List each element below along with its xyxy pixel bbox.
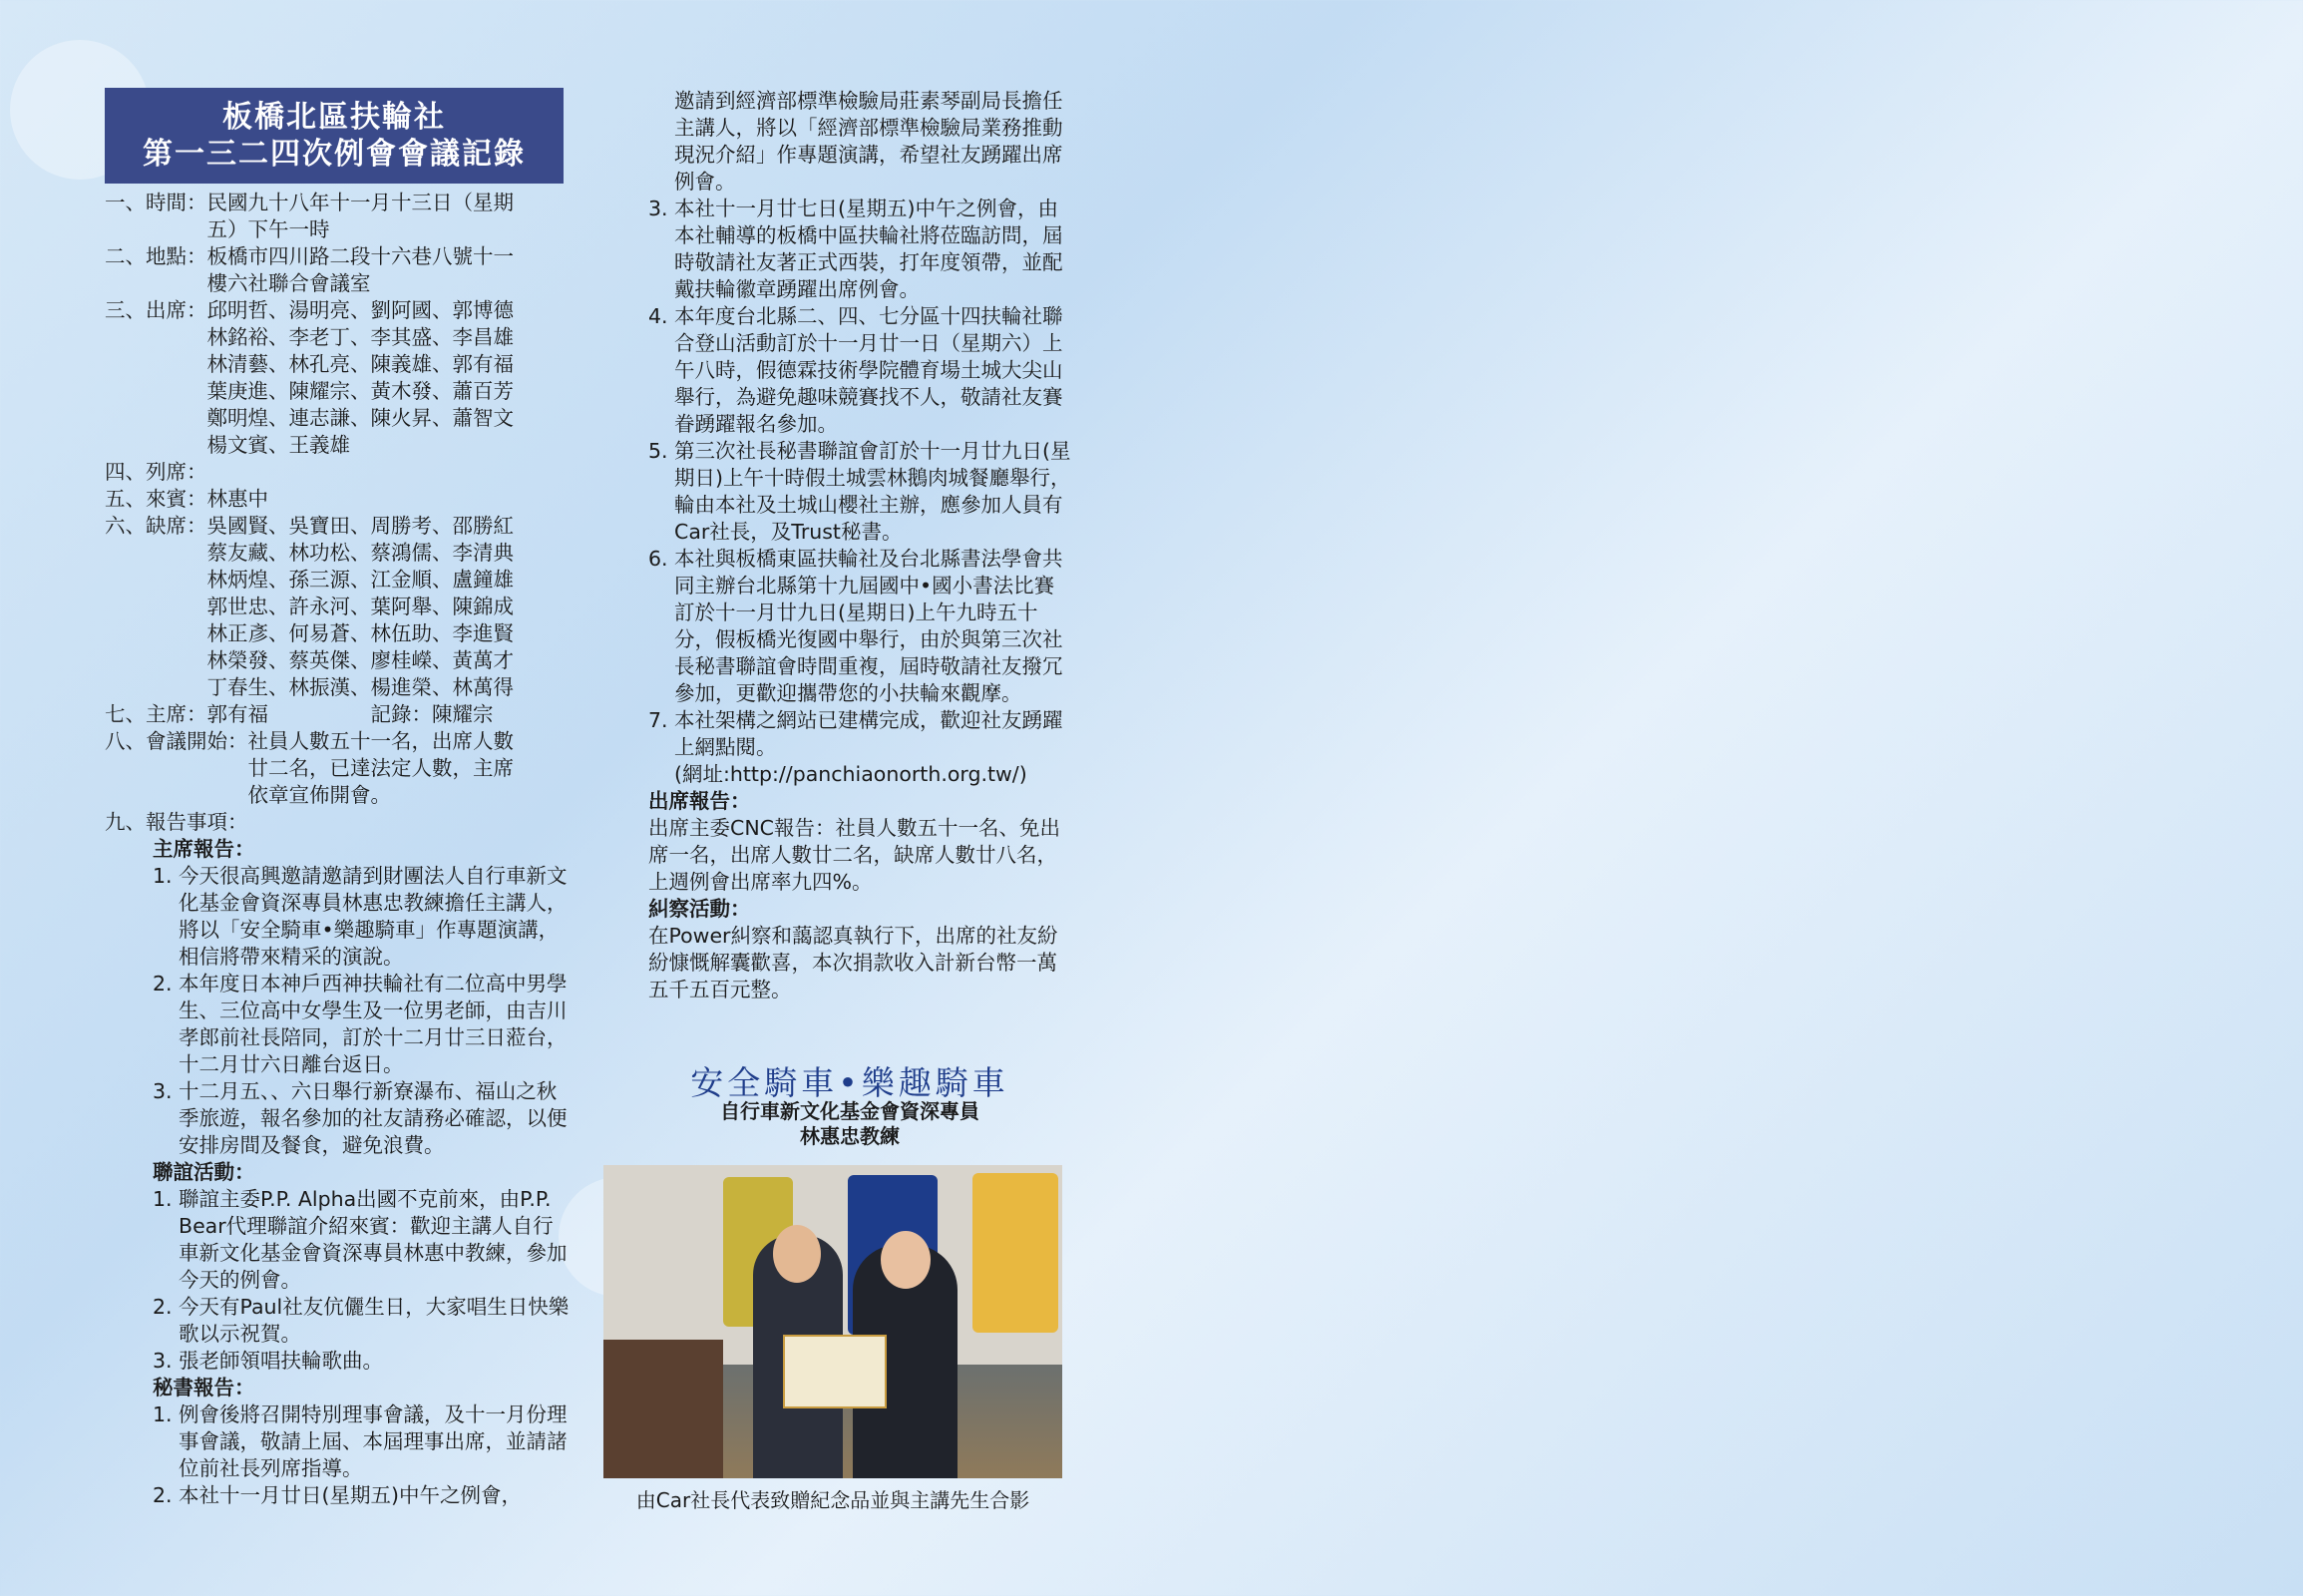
minutes-section <box>105 728 574 809</box>
website-url: (網址:http://panchiaonorth.org.tw/) <box>674 762 1027 786</box>
section-label: 八、會議開始： <box>105 729 248 753</box>
section-line: 蔡友藏、林功松、蔡鴻儒、李清典 <box>206 541 514 565</box>
report-item <box>648 196 1072 303</box>
sergeant-text: 在Power糾察和藹認真執行下，出席的社友紛紛慷慨解囊歡喜，本次捐款收入計新台幣一萬五千五百元整。 <box>648 924 1058 1001</box>
section-label: 三、出席： <box>105 298 207 322</box>
minutes-section <box>105 459 574 486</box>
section-body <box>207 243 575 297</box>
report-item <box>153 863 574 971</box>
item-text: 張老師領唱扶輪歌曲。 <box>179 1349 383 1373</box>
section-label: 六、缺席： <box>105 514 207 538</box>
item-text: 本社十一月廿七日(星期五)中午之例會，由本社輔導的板橋中區扶輪社將莅臨訪問，屆時敬請社友著正式西裝，打年度領帶，並配戴扶輪徽章踴躍出席例會。 <box>674 197 1063 301</box>
item-text: 第三次社長秘書聯誼會訂於十一月廿九日(星期日)上午十時假土城雲林鵝肉城餐廳舉行，輪由本社及土城山櫻社主辦，應參加人員有Car社長，及Trust秘書。 <box>674 439 1071 544</box>
section-line: 葉庚進、陳耀宗、黃木發、蕭百芳 <box>206 379 514 403</box>
item-number: 1. <box>153 1187 173 1211</box>
item-number: 4. <box>648 304 668 328</box>
section-line: 林惠中 <box>206 487 268 511</box>
item-text: 本年度日本神戶西神扶輪社有二位高中男學生、三位高中女學生及一位男老師，由吉川孝郎前社長陪同，訂於十二月廿三日蒞台，十二月廿六日離台返日。 <box>179 972 568 1076</box>
slogan: 安全騎車•樂趣騎車 <box>690 1063 1009 1102</box>
item-number: 2. <box>153 1483 173 1507</box>
report-item <box>648 438 1072 546</box>
minutes-section <box>105 297 574 459</box>
section-label: 二、地點： <box>105 244 207 268</box>
item-text: 本社與板橋東區扶輪社及台北縣書法學會共同主辦台北縣第十九屆國中•國小書法比賽訂於十一月廿九日(星期日)上午九時五十分，假板橋光復國中舉行，由於與第三次社長秘書聯誼會時間重複，屆時敬請社友撥冗參加，更歡迎攜帶您的小扶輪來觀摩。 <box>674 547 1063 705</box>
report-item <box>153 1348 574 1375</box>
sergeant-heading: 糾察活動： <box>648 897 751 921</box>
speaker-org: 自行車新文化基金會資深專員 <box>720 1099 979 1123</box>
minutes-section <box>105 809 574 836</box>
speaker-name: 林惠忠教練 <box>800 1124 900 1148</box>
section-line: 林炳煌、孫三源、江金順、盧鐘雄 <box>206 568 514 592</box>
report-item <box>153 1482 574 1509</box>
right-page <box>1152 0 2303 1596</box>
report-item <box>153 1078 574 1159</box>
report-heading: 主席報告： <box>153 837 255 861</box>
item-text: 今天有Paul社友伉儷生日，大家唱生日快樂歌以示祝賀。 <box>179 1295 570 1346</box>
section-label: 四、列席： <box>105 460 207 484</box>
minutes-title <box>105 88 564 184</box>
section-body <box>207 701 575 728</box>
section-body <box>248 728 575 809</box>
section-line: 廿二名，已達法定人數，主席 <box>247 756 514 780</box>
section-line: 社員人數五十一名，出席人數 <box>247 729 514 753</box>
section-line: 郭有福 記錄：陳耀宗 <box>206 702 494 726</box>
section-line: 林正彥、何易蒼、林伍助、李進賢 <box>206 621 514 645</box>
attendance-text: 出席主委CNC報告：社員人數五十一名、免出席一名，出席人數廿二名，缺席人數廿八名，上週例會出席率九四%。 <box>648 816 1060 894</box>
report-item <box>153 1186 574 1294</box>
continued-text: 邀請到經濟部標準檢驗局莊素琴副局長擔任主講人，將以「經濟部標準檢驗局業務推動現況介紹」作專題演講，希望社友踴躍出席例會。 <box>674 89 1063 194</box>
section-body <box>207 190 575 243</box>
section-line: 民國九十八年十一月十三日（星期 <box>206 191 514 214</box>
section-body <box>248 809 575 836</box>
minutes-section <box>105 243 574 297</box>
item-text: 本社十一月廿日(星期五)中午之例會， <box>179 1483 522 1507</box>
section-line: 板橋市四川路二段十六巷八號十一 <box>206 244 514 268</box>
item-number: 1. <box>153 1402 173 1426</box>
item-number: 2. <box>153 972 173 996</box>
section-body <box>207 459 575 486</box>
report-item <box>153 971 574 1078</box>
section-line: 丁春生、林振漢、楊進榮、林萬得 <box>206 675 514 699</box>
speaker-credit <box>650 1099 1049 1149</box>
section-line: 郭世忠、許永河、葉阿舉、陳錦成 <box>206 595 514 618</box>
item-number: 7. <box>648 708 668 732</box>
item-number: 3. <box>648 197 668 220</box>
item-text: 今天很高興邀請邀請到財團法人自行車新文化基金會資深專員林惠忠教練擔任主講人，將以「安全騎車•樂趣騎車」作專題演講，相信將帶來精采的演說。 <box>179 864 568 969</box>
report-item <box>648 546 1072 707</box>
section-body <box>207 297 575 459</box>
section-line: 依章宣佈開會。 <box>247 783 391 807</box>
section-line: 樓六社聯合會議室 <box>206 271 371 295</box>
section-line: 林銘裕、李老丁、李其盛、李昌雄 <box>206 325 514 349</box>
section-line: 林清藝、林孔亮、陳義雄、郭有福 <box>206 352 514 376</box>
section-label: 七、主席： <box>105 702 207 726</box>
item-number: 2. <box>153 1295 173 1319</box>
section-line: 林榮發、蔡英傑、廖桂嶸、黃萬才 <box>206 648 514 672</box>
section-label: 五、來賓： <box>105 487 207 511</box>
minutes-title-line2: 第一三二四次例會會議記錄 <box>143 137 526 172</box>
minutes-title-line1: 板橋北區扶輪社 <box>222 99 446 135</box>
item-text: 本社架構之網站已建構完成，歡迎社友踴躍上網點閱。 <box>674 708 1063 759</box>
item-text: 本年度台北縣二、四、七分區十四扶輪社聯合登山活動訂於十一月廿一日（星期六）上午八時，假德霖技術學院體育場土城大尖山舉行，為避免趣味競賽找不人，敬請社友賽眷踴躍報名參加。 <box>674 304 1063 436</box>
minutes-column-2 <box>648 88 1072 1003</box>
minutes-section <box>105 486 574 513</box>
section-label: 九、報告事項： <box>105 810 248 834</box>
left-page <box>0 0 1151 1596</box>
report-item <box>153 1401 574 1482</box>
report-heading: 秘書報告： <box>153 1376 255 1399</box>
attendance-heading: 出席報告： <box>648 789 751 813</box>
section-body <box>207 513 575 701</box>
report-item <box>648 707 1072 761</box>
section-line: 鄭明煌、連志謙、陳火昇、蕭智文 <box>206 406 514 430</box>
section-line: 吳國賢、吳寶田、周勝考、邵勝紅 <box>206 514 514 538</box>
event-photo <box>603 1165 1062 1478</box>
report-item <box>648 303 1072 438</box>
item-number: 6. <box>648 547 668 571</box>
item-text: 十二月五、、六日舉行新寮瀑布、福山之秋季旅遊，報名參加的社友請務必確認，以便安排房間及餐食，避免浪費。 <box>179 1079 568 1157</box>
item-text: 聯誼主委P.P. Alpha出國不克前來，由P.P. Bear代理聯誼介紹來賓：歡迎主講人自行車新文化基金會資深專員林惠中教練，參加今天的例會。 <box>179 1187 568 1292</box>
report-item <box>153 1294 574 1348</box>
item-number: 5. <box>648 439 668 463</box>
item-number: 1. <box>153 864 173 888</box>
item-text: 例會後將召開特別理事會議，及十一月份理事會議，敬請上屆、本屆理事出席，並請諸位前社長列席指導。 <box>179 1402 568 1480</box>
item-number: 3. <box>153 1349 173 1373</box>
minutes-column-1 <box>105 190 574 1509</box>
section-line: 邱明哲、湯明亮、劉阿國、郭博德 <box>206 298 514 322</box>
minutes-section <box>105 701 574 728</box>
section-line: 楊文賓、王義雄 <box>206 433 350 457</box>
section-line: 五）下午一時 <box>206 217 330 241</box>
item-number: 3. <box>153 1079 173 1103</box>
section-body <box>207 486 575 513</box>
minutes-section <box>105 190 574 243</box>
section-label: 一、時間： <box>105 191 207 214</box>
photo-caption: 由Car社長代表致贈紀念品並與主講先生合影 <box>635 1488 1030 1512</box>
report-heading: 聯誼活動： <box>153 1160 255 1184</box>
minutes-section <box>105 513 574 701</box>
